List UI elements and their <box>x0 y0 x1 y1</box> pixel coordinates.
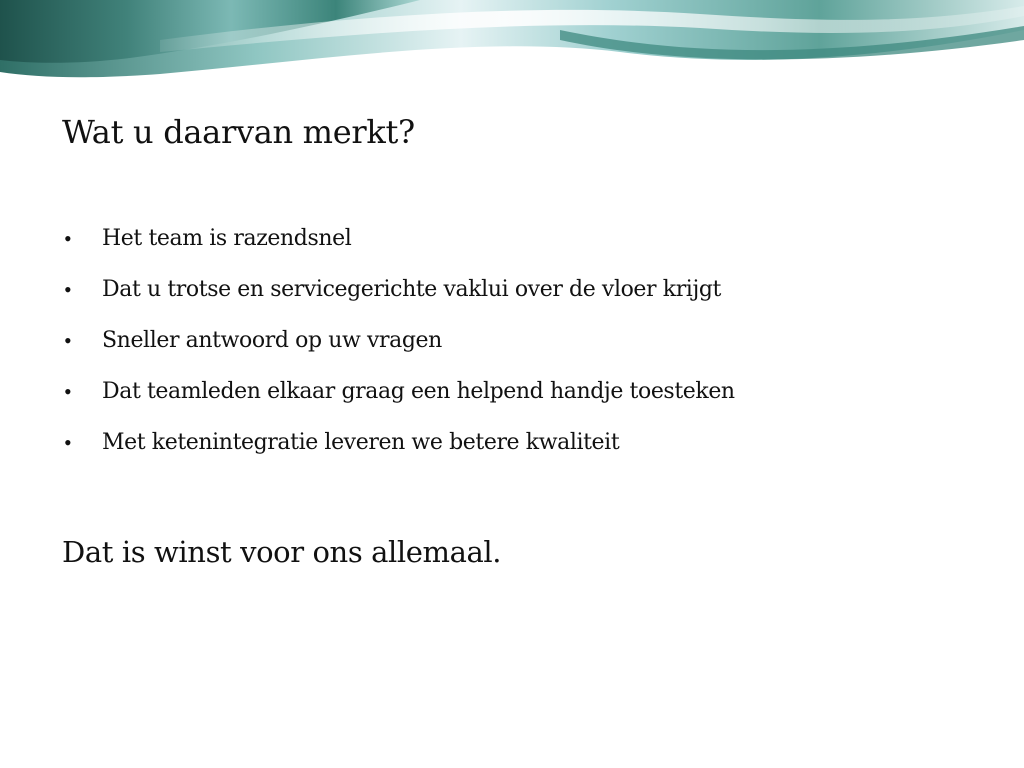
bullet-marker: • <box>64 328 72 353</box>
bullet-text: Dat u trotse en servicegerichte vaklui over de vloer krijgt <box>102 277 721 302</box>
bullet-item <box>62 424 962 475</box>
bullet-text: Dat teamleden elkaar graag een helpend handje toesteken <box>102 379 735 404</box>
bullet-marker: • <box>64 430 72 455</box>
bullet-text: Sneller antwoord op uw vragen <box>102 328 442 353</box>
bullet-text: Met ketenintegratie leveren we betere kwaliteit <box>102 430 620 455</box>
conclusion-text: Dat is winst voor ons allemaal. <box>62 535 502 569</box>
slide-title: Wat u daarvan merkt? <box>62 113 415 151</box>
bullet-list <box>62 220 962 475</box>
bullet-item <box>62 322 962 373</box>
bullet-marker: • <box>64 277 72 302</box>
bullet-text: Het team is razendsnel <box>102 226 352 251</box>
bullet-item <box>62 373 962 424</box>
bullet-item <box>62 220 962 271</box>
bullet-item <box>62 271 962 322</box>
bullet-marker: • <box>64 379 72 404</box>
decorative-wave-banner <box>0 0 1024 80</box>
bullet-marker: • <box>64 226 72 251</box>
